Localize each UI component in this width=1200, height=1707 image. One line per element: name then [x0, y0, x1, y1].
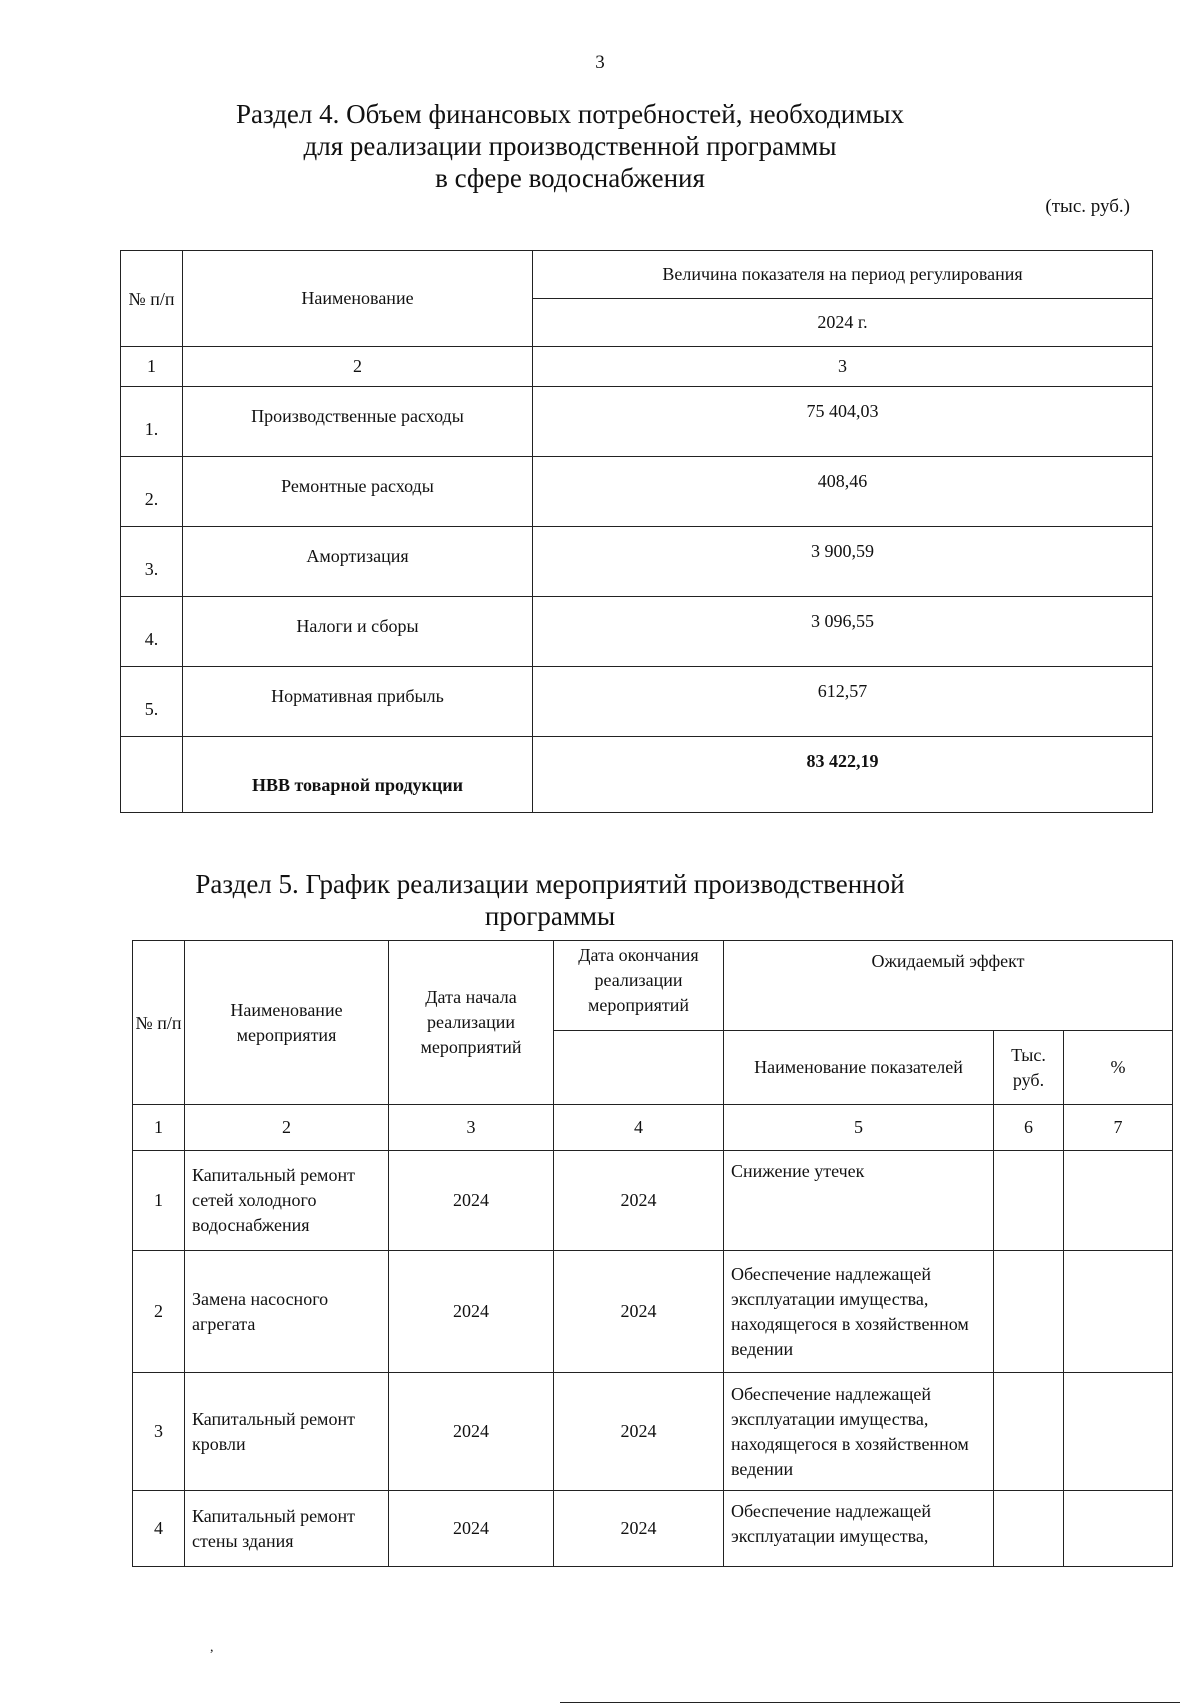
row-thousand-rub — [994, 1491, 1064, 1567]
table-row — [133, 1251, 1173, 1373]
row-num: 1 — [133, 1151, 185, 1251]
row-percent — [1064, 1151, 1173, 1251]
financial-needs-table — [120, 250, 1153, 813]
row-num: 5. — [121, 667, 183, 737]
row-num: 2 — [133, 1251, 185, 1373]
table-row — [121, 667, 1153, 737]
table-row — [121, 457, 1153, 527]
row-end: 2024 — [554, 1251, 724, 1373]
header-num: № п/п — [121, 251, 183, 347]
col-number: 2 — [183, 347, 533, 387]
header-indicator: Наименование показателей — [724, 1031, 994, 1105]
row-thousand-rub — [994, 1251, 1064, 1373]
row-value: 612,57 — [533, 667, 1153, 737]
row-name: Ремонтные расходы — [183, 457, 533, 527]
row-value: 75 404,03 — [533, 387, 1153, 457]
row-name: Капитальный ремонт сетей холодного водоснабжения — [185, 1151, 389, 1251]
header-value-group: Величина показателя на период регулирования — [533, 251, 1153, 299]
section4-title-line: для реализации производственной программы — [303, 131, 837, 161]
row-num: 3 — [133, 1373, 185, 1491]
row-name: Нормативная прибыль — [183, 667, 533, 737]
row-name: Производственные расходы — [183, 387, 533, 457]
row-thousand-rub — [994, 1373, 1064, 1491]
section5-title-line: программы — [484, 901, 616, 931]
row-end: 2024 — [554, 1151, 724, 1251]
row-name: Капитальный ремонт стены здания — [185, 1491, 389, 1567]
section4-title — [0, 98, 1170, 194]
header-percent: % — [1064, 1031, 1173, 1105]
row-start: 2024 — [389, 1151, 554, 1251]
row-percent — [1064, 1251, 1173, 1373]
bottom-divider — [560, 1702, 1180, 1703]
row-value: 3 096,55 — [533, 597, 1153, 667]
schedule-table — [132, 940, 1173, 1567]
row-effect: Снижение утечек — [724, 1151, 994, 1251]
total-name: НВВ товарной продукции — [183, 737, 533, 813]
table-row — [133, 1491, 1173, 1567]
col-number: 4 — [554, 1105, 724, 1151]
col-number: 5 — [724, 1105, 994, 1151]
section4-title-line: Раздел 4. Объем финансовых потребностей, необходимых — [236, 99, 904, 129]
row-num: 4 — [133, 1491, 185, 1567]
row-start: 2024 — [389, 1373, 554, 1491]
col-number: 3 — [533, 347, 1153, 387]
col-number: 3 — [389, 1105, 554, 1151]
row-num: 4. — [121, 597, 183, 667]
page-number: 3 — [595, 52, 605, 73]
row-end: 2024 — [554, 1373, 724, 1491]
row-effect: Обеспечение надлежащей эксплуатации имущества, находящегося в хозяйственном ведении — [724, 1373, 994, 1491]
row-num: 1. — [121, 387, 183, 457]
row-name: Налоги и сборы — [183, 597, 533, 667]
row-percent — [1064, 1491, 1173, 1567]
total-row — [121, 737, 1153, 813]
units-label: (тыс. руб.) — [1045, 196, 1130, 217]
header-num: № п/п — [133, 941, 185, 1105]
total-value: 83 422,19 — [533, 737, 1153, 813]
section5-title — [0, 868, 1150, 932]
table-row — [121, 387, 1153, 457]
col-number: 1 — [133, 1105, 185, 1151]
row-start: 2024 — [389, 1251, 554, 1373]
row-num: 2. — [121, 457, 183, 527]
section4-title-line: в сфере водоснабжения — [435, 163, 705, 193]
col-number: 1 — [121, 347, 183, 387]
scan-mark: , — [210, 1640, 214, 1655]
header-name: Наименование мероприятия — [185, 941, 389, 1105]
table-row — [121, 527, 1153, 597]
header-start: Дата начала реализации мероприятий — [389, 941, 554, 1105]
row-effect: Обеспечение надлежащей эксплуатации имущества, находящегося в хозяйственном ведении — [724, 1251, 994, 1373]
row-thousand-rub — [994, 1151, 1064, 1251]
header-end: Дата окончания реализации мероприятий — [554, 941, 724, 1031]
row-value: 3 900,59 — [533, 527, 1153, 597]
table-row — [121, 597, 1153, 667]
table-row — [133, 1151, 1173, 1251]
header-end-empty — [554, 1031, 724, 1105]
row-name: Амортизация — [183, 527, 533, 597]
row-end: 2024 — [554, 1491, 724, 1567]
table-row — [133, 1373, 1173, 1491]
row-percent — [1064, 1373, 1173, 1491]
row-name: Замена насосного агрегата — [185, 1251, 389, 1373]
total-num — [121, 737, 183, 813]
row-value: 408,46 — [533, 457, 1153, 527]
row-num: 3. — [121, 527, 183, 597]
header-name: Наименование — [183, 251, 533, 347]
row-effect: Обеспечение надлежащей эксплуатации имущества, — [724, 1491, 994, 1567]
col-number: 2 — [185, 1105, 389, 1151]
header-thousand-rub: Тыс. руб. — [994, 1031, 1064, 1105]
header-effect: Ожидаемый эффект — [724, 941, 1173, 1031]
row-start: 2024 — [389, 1491, 554, 1567]
col-number: 6 — [994, 1105, 1064, 1151]
row-name: Капитальный ремонт кровли — [185, 1373, 389, 1491]
col-number: 7 — [1064, 1105, 1173, 1151]
section5-title-line: Раздел 5. График реализации мероприятий производственной — [195, 869, 905, 899]
header-year: 2024 г. — [533, 299, 1153, 347]
